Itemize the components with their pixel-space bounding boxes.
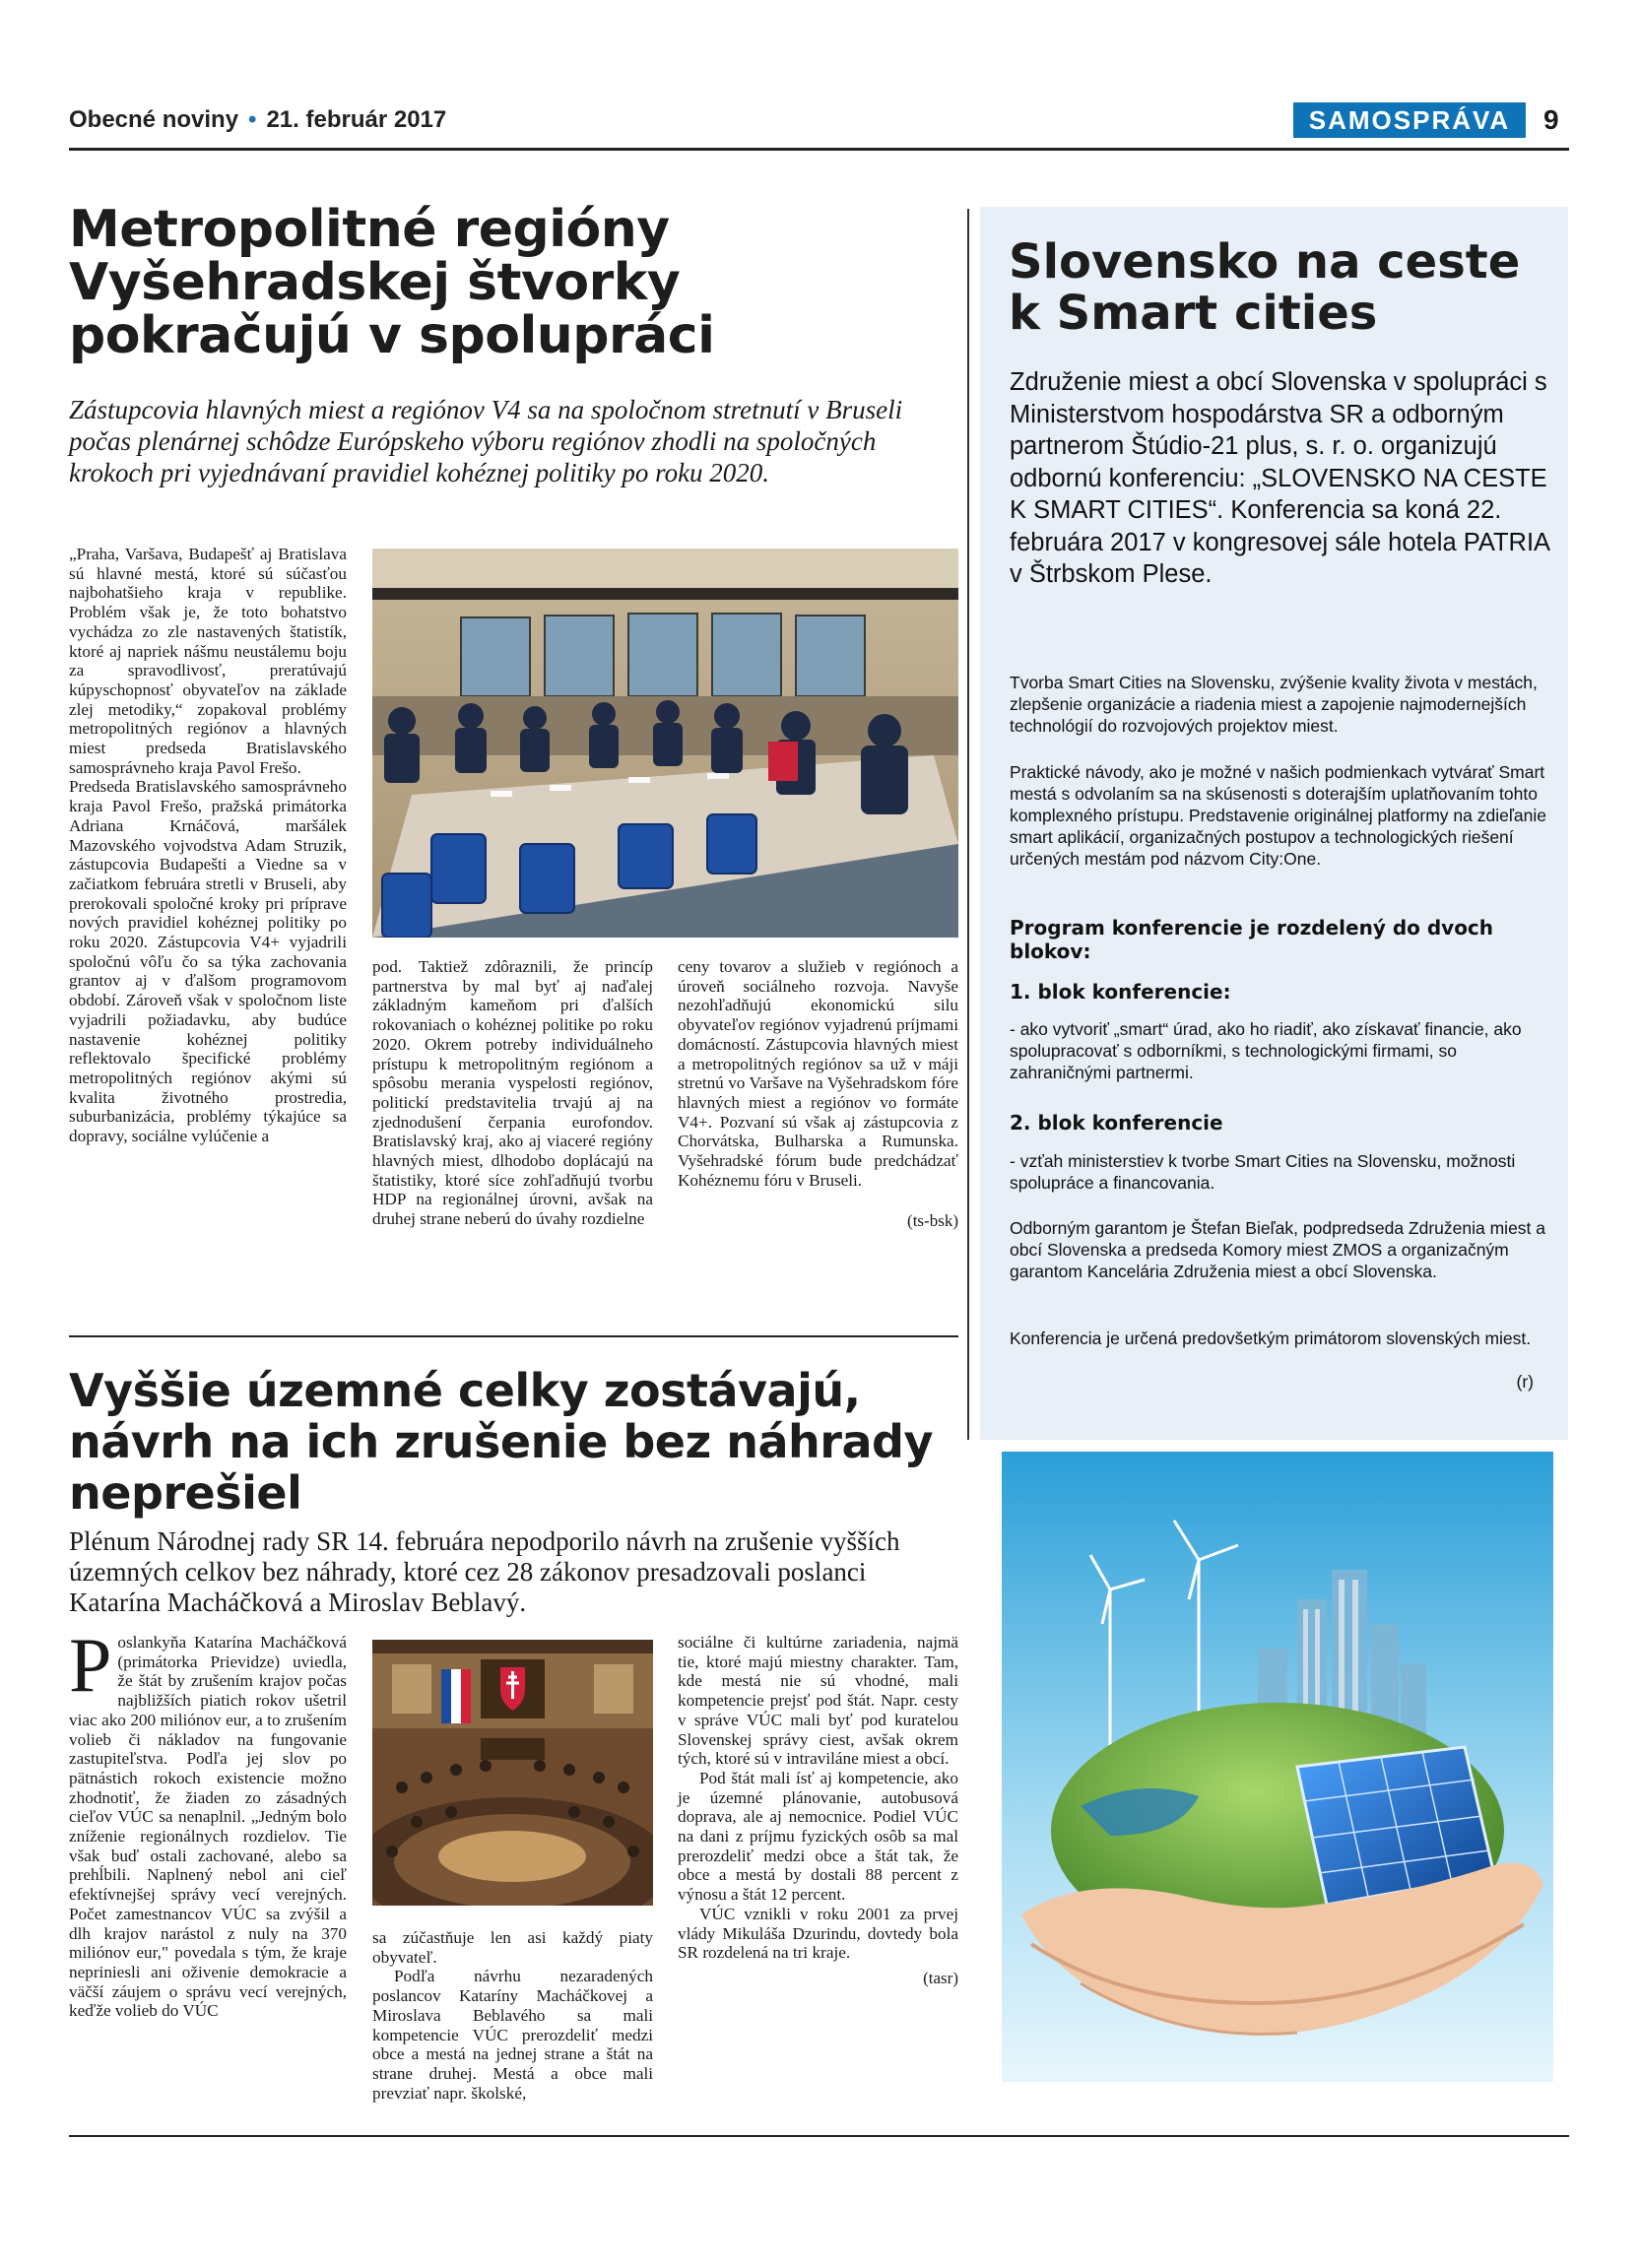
dropcap: P: [69, 1622, 112, 1708]
article1-title: Metropolitné regióny Vyšehradskej štvorky pokračujú v spolupráci: [69, 200, 715, 365]
parliament-photo: [372, 1640, 653, 1906]
separator-dot: •: [248, 106, 257, 133]
article2-col3-p3: VÚC vznikli v roku 2001 za prvej vlády Mikuláša Dzurindu, dovtedy bola SR rozdelená na tri kraje.: [678, 1904, 958, 1963]
sidebar-signature: (r): [1516, 1372, 1534, 1392]
sidebar-title: Slovensko na ceste k Smart cities: [1009, 234, 1521, 341]
article2-column-1: [69, 1622, 347, 2021]
block1-heading: 1. blok konferencie:: [1010, 980, 1231, 1004]
smart-city-illustration: [1002, 1452, 1553, 2082]
block2-text: - vzťah ministerstiev k tvorbe Smart Cities na Slovensku, možnosti spolupráce a financovania.: [1010, 1151, 1516, 1193]
article2-col3-p1: sociálne či kultúrne zariadenia, najmä tie, ktoré majú miestny charakter. Tam, kde mestá nie sú vhodné, mali kompetencie prejsť pod štát. Napr. cesty v správe VÚC mali byť pod kuratelou Slovenskej správy ciest, avšak okrem tých, ktoré sú v intraviláne miest a obcí.: [678, 1633, 958, 1769]
article2-title: Vyššie územné celky zostávajú, návrh na ich zrušenie bez náhrady neprešiel: [69, 1364, 933, 1520]
sidebar-paragraph-4: Konferencia je určená predovšetkým primátorom slovenských miest.: [1010, 1328, 1532, 1348]
column-divider: [967, 209, 969, 1440]
article1-col1-p1: „Praha, Varšava, Budapešť aj Bratislava sú hlavné mestá, ktoré sú súčasťou najbohatšieho kraja v republike. Problém však je, že toto bohatstvo vychádza zo zle nastavených štatistík, ktoré aj napriek nášmu neustálemu boju za spravodlivosť, preratúvajú kúpyschopnosť obyvateľov na základe zlej metodiky,“ zopakoval problémy metropolitných regiónov a hlavných miest predseda Bratislavského samosprávneho kraja Pavol Frešo.: [69, 545, 347, 777]
article1-col2-p1: pod. Taktiež zdôraznili, že princíp partnerstva by mal byť aj naďalej základným kameňom pri ďalších rokovaniach o kohéznej politike po roku 2020. Okrem potreby individuálneho prístupu k metropolitným regiónom a spôsobu merania vyspelosti regiónov, politickí predstavitelia trvajú aj na zjednodušení čerpania eurofondov. Bratislavský kraj, ako aj viaceré regióny hlavných miest, dlhodobo doplácajú na štatistiky, ktoré síce zohľadňujú tvorbu HDP na regionálnej úrovni, avšak na druhej strane neberú do úvahy rozdielne: [372, 957, 653, 1229]
article1-column-2: [372, 957, 653, 1229]
article2-col2-p1: sa zúčastňuje len asi každý piaty obyvateľ.: [372, 1928, 653, 1967]
article2-col3-p2: Pod štát mali ísť aj kompetencie, ako je územné plánovanie, autobusová doprava, ale aj nemocnice. Podiel VÚC na dani z príjmu fyzických osôb sa mal prerozdeliť medzi obce a štát tak, že obce a mestá by dostali 88 percent z výnosu a štát 12 percent.: [678, 1768, 958, 1905]
article2-column-3: [678, 1633, 958, 1988]
article2-col1-p1: oslankyňa Katarína Macháčková (primátorka Prievidze) uviedla, že štát by zrušením krajov počas najbližších piatich rokov ušetril viac ako 200 miliónov eur, a to zrušením volieb či nákladov na fungovanie zastupiteľstva. Podľa jej slov po pätnástich rokoch existencie možno zhodnotiť, že žiaden zo zásadných cieľov VÚC sa nenaplnil. „Jedným bolo zníženie regionálnych rozdielov. Tie však buď ostali zachované, alebo sa prehĺbili. Naplnený nebol ani cieľ efektívnejšej správy vecí verejných. Počet zamestnancov VÚC sa zvýšil a dlh krajov narástol z nuly na 370 miliónov eur," povedala s tým, že kraje nepriniesli ani oživenie demokracie a väčší záujem o správu vecí verejných, keďže volieb do VÚC: [69, 1633, 347, 2021]
footer-rule: [69, 2135, 1569, 2137]
section-badge: SAMOSPRÁVA: [1293, 102, 1526, 138]
sidebar-paragraph-1: Tvorba Smart Cities na Slovensku, zvýšenie kvality života v mestách, zlepšenie organizácie a riadenia miest a zapojenie najmodernejších technológií do rozvojových projektov miest.: [1010, 673, 1538, 736]
issue-date: 21. február 2017: [266, 106, 447, 133]
article2-col2-p2: Podľa návrhu nezaradených poslancov Kataríny Macháčkovej a Miroslava Beblavého sa mali kompetencie VÚC prerozdeliť medzi obce a mestá na jednej strane a štát na strane druhej. Mestá a obce mali prevziať napr. školské,: [372, 1967, 653, 2103]
paper-name: Obecné noviny: [69, 106, 239, 133]
article1-column-3: [678, 957, 958, 1231]
article2-signature: (tasr): [923, 1968, 958, 1987]
article2-lead: Plénum Národnej rady SR 14. februára nepodporilo návrh na zrušenie vyšších územných celkov bez náhrady, ktoré cez 28 zákonov presadzovali poslanci Katarína Macháčková a Miroslav Beblavý.: [69, 1526, 900, 1617]
sidebar-paragraph-2: Praktické návody, ako je možné v našich podmienkach vytvárať Smart mestá s odvolaním sa na skúsenosti s doterajším uplatňovaním tohto komplexného prístupu. Predstavenie originálnej platformy na zdieľanie smart aplikácií, organizačných postupov a technologických riešení určených mestám pod názvom City:One.: [1010, 762, 1547, 869]
sidebar-intro: Združenie miest a obcí Slovenska v spolupráci s Ministerstvom hospodárstva SR a odborným partnerom Štúdio-21 plus, s. r. o. organizujú odbornú konferenciu: „SLOVENSKO NA CESTE K SMART CITIES“. Konferencia sa koná 22. februára 2017 v kongresovej sále hotela PATRIA v Štrbskom Plese.: [1010, 368, 1549, 588]
article1-lead: Zástupcovia hlavných miest a regiónov V4 sa na spoločnom stretnutí v Bruseli počas plenárnej schôdze Európskeho výboru regiónov zhodli na spoločných krokoch pri vyjednávaní pravidiel kohéznej politiky po roku 2020.: [69, 395, 903, 487]
article1-column-1: [69, 545, 347, 1146]
block2-heading: 2. blok konferencie: [1010, 1111, 1223, 1134]
masthead: [69, 106, 446, 134]
meeting-photo: [372, 549, 958, 938]
article-divider: [69, 1335, 958, 1337]
header-rule: [69, 148, 1569, 151]
block1-text: - ako vytvoriť „smart“ úrad, ako ho riadiť, ako získavať financie, ako spolupracovať s odborníkmi, s technologickými firmami, so zahraničnými partnermi.: [1010, 1019, 1522, 1082]
article1-col3-p1: ceny tovarov a služieb v regiónoch a úroveň sociálneho rozvoja. Navyše nezohľadňujú ekonomickú silu obyvateľov regiónov vyjadrenú príjmami domácností. Zástupcovia hlavných miest a metropolitných regiónov sa už v máji stretnú vo Varšave na Vyšehradskom fóre hlavných miest a regiónov vo formáte V4+. Pozvaní sú však aj zástupcovia z Chorvátska, Bulharska a Rumunska. Vyšehradské fórum bude predchádzať Kohéznemu fóru v Bruseli.: [678, 957, 958, 1190]
parliament-photo-illustration: [372, 1640, 653, 1906]
page-number: 9: [1543, 104, 1559, 135]
article2-column-2: [372, 1928, 653, 2103]
program-heading: Program konferencie je rozdelený do dvoch blokov:: [1010, 916, 1494, 963]
article1-col1-p2: Predseda Bratislavského samosprávneho kraja Pavol Frešo, pražská primátorka Adriana Krnáčová, maršálek Mazovského vojvodstva Adam Struzik, zástupcovia Budapešti a Viedne sa v začiatkom februára stretli v Bruseli, aby prerokovali spoločné kroky pri príprave nových pravidiel kohéznej politiky po roku 2020. Zástupcovia V4+ vyjadrili spoločnú vôľu čo sa týka zachovania grantov aj v ďalšom programovom období. Zároveň však v spoločnom liste vyjadrili požiadavku, aby budúce nastavenie kohéznej politiky reflektovalo špecifické problémy metropolitných regiónov akými sú kvalita životného prostredia, suburbanizácia, problémy týkajúce sa dopravy, sociálne vylúčenie a: [69, 777, 347, 1146]
sidebar-paragraph-3: Odborným garantom je Štefan Bieľak, podpredseda Združenia miest a obcí Slovenska a predseda Komory miest ZMOS a organizačným garantom Kancelária Združenia miest a obcí Slovenska.: [1010, 1218, 1546, 1281]
smart-city-globe-hands: [1002, 1452, 1553, 2082]
meeting-photo-illustration: [372, 549, 958, 938]
article1-signature: (ts-bsk): [907, 1211, 958, 1231]
